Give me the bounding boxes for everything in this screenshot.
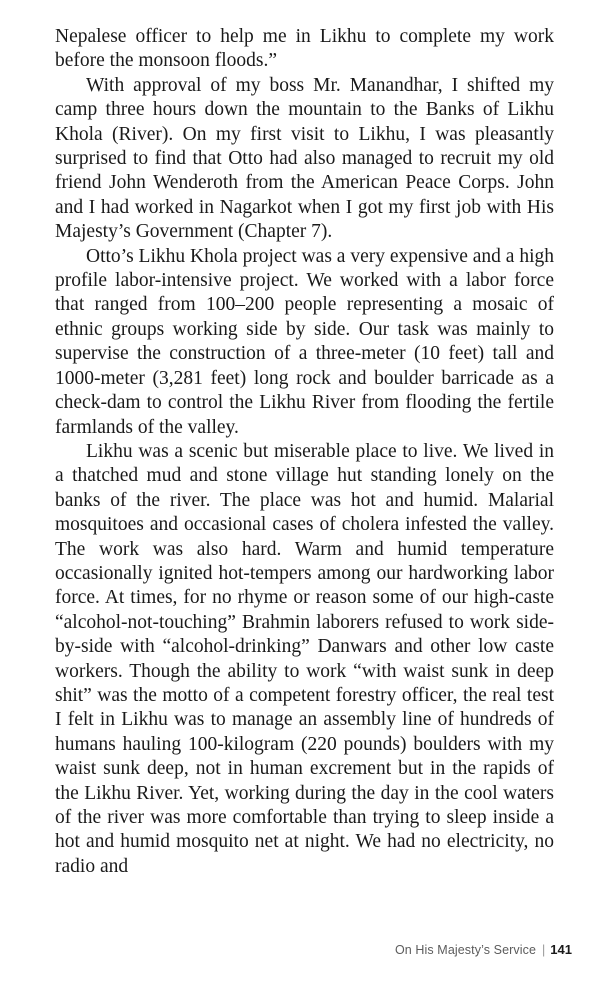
paragraph-likhu-project: Otto’s Likhu Khola project was a very expensive and a high profile labor-intensive project. We worked with a labor force that ranged from 100–200 people representing a mosaic of ethnic groups working side by side. Our task was mainly to supervise the construction of a three-meter (10 feet) tall and 1000-meter (3,281 feet) long rock and boulder barricade as a check-dam to control the Likhu River from flooding the fertile farmlands of the valley.	[55, 245, 554, 438]
page-number: 141	[550, 942, 572, 957]
paragraph-continuation: Nepalese officer to help me in Likhu to complete my work before the monsoon floods.”	[55, 26, 554, 72]
page-footer	[395, 942, 572, 957]
paragraph-camp-shift: With approval of my boss Mr. Manandhar, I shifted my camp three hours down the mountain to the Banks of Likhu Khola (River). On my first visit to Likhu, I was pleasantly surprised to find that Otto had also managed to recruit my old friend John Wenderoth from the American Peace Corps. John and I had worked in Nagarkot when I got my first job with His Majesty’s Government (Chapter 7).	[55, 74, 554, 243]
body-text	[55, 25, 554, 879]
paragraph-likhu-life: Likhu was a scenic but miserable place to live. We lived in a thatched mud and stone village hut standing lonely on the banks of the river. The place was hot and humid. Malarial mosquitoes and occasional cases of cholera infested the valley. The work was also hard. Warm and humid temperature occasionally ignited hot-tempers among our hardworking labor force. At times, for no rhyme or reason some of our high-caste “alcohol-not-touching” Brahmin laborers refused to work side-by-side with “alcohol-drinking” Danwars and other low caste workers. Though the ability to work “with waist sunk in deep shit” was the motto of a competent forestry officer, the real test I felt in Likhu was to manage an assembly line of hundreds of humans hauling 100-kilogram (220 pounds) boulders with my waist sunk deep, not in human excrement but in the rapids of the Likhu River. Yet, working during the day in the cool waters of the river was more comfortable than trying to sleep inside a hot and humid mosquito net at night. We had no electricity, no radio and	[55, 440, 554, 877]
running-title: On His Majesty’s Service	[394, 943, 537, 957]
footer-separator: |	[542, 943, 546, 957]
